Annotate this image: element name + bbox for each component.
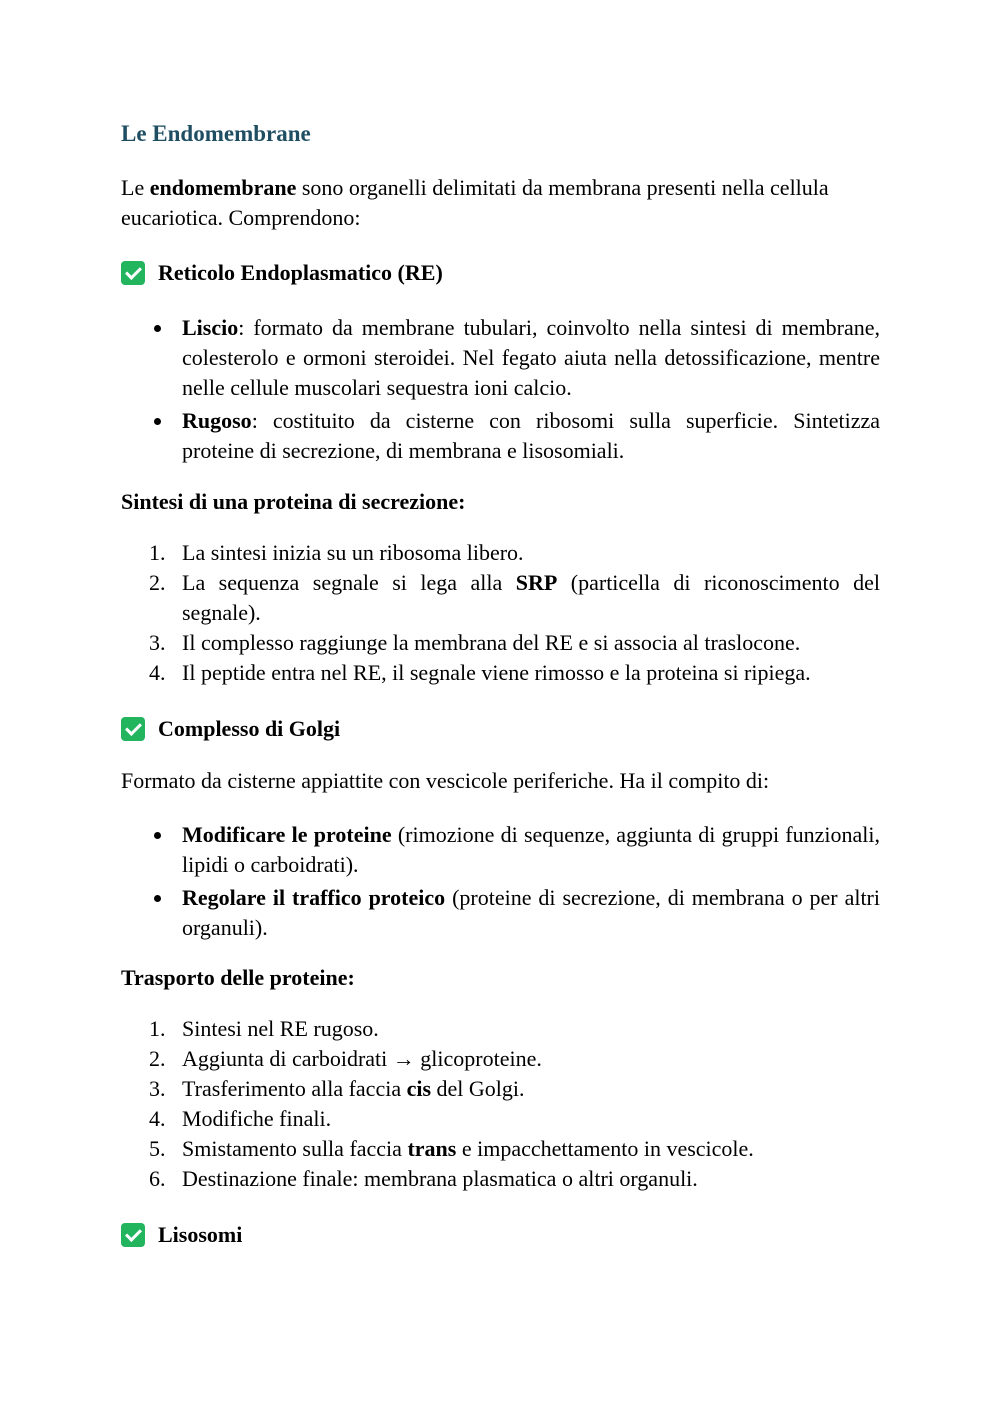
intro-text-end: sono organelli delimitati da membrana presenti nella cellula eucariotica. Comprendono:	[121, 175, 829, 230]
item-text: Smistamento sulla faccia	[182, 1136, 408, 1161]
item-text: Trasferimento alla faccia	[182, 1076, 407, 1101]
intro-bold-term: endomembrane	[149, 175, 297, 200]
item-text: del Golgi.	[431, 1076, 525, 1101]
sintesi-steps-list	[121, 538, 880, 688]
item-number: 2.	[149, 1046, 166, 1071]
item-text: (rimozione di sequenze, aggiunta di gruppi funzionali, lipidi o carboidrati).	[182, 822, 880, 877]
section-heading-re	[121, 258, 880, 288]
section-heading-re-label: Reticolo Endoplasmatico (RE)	[158, 260, 443, 285]
subheading-trasporto: Trasporto delle proteine:	[121, 965, 355, 990]
list-item	[121, 406, 880, 466]
golgi-intro: Formato da cisterne appiattite con vescicole periferiche. Ha il compito di:	[121, 768, 770, 793]
item-number: 3.	[149, 1076, 166, 1101]
list-item	[121, 1104, 880, 1134]
item-text: e impacchettamento in vescicole.	[456, 1136, 754, 1161]
item-text: Il complesso raggiunge la membrana del RE e si associa al traslocone.	[182, 630, 801, 655]
item-number: 3.	[149, 630, 166, 655]
item-term: Rugoso	[182, 408, 252, 433]
list-item	[121, 1164, 880, 1194]
item-text: Sintesi nel RE rugoso.	[182, 1016, 379, 1041]
item-number: 6.	[149, 1166, 166, 1191]
subheading-sintesi: Sintesi di una proteina di secrezione:	[121, 489, 466, 514]
item-number: 1.	[149, 1016, 166, 1041]
trasporto-steps-list	[121, 1014, 880, 1194]
re-types-list	[121, 313, 880, 466]
list-item	[121, 538, 880, 568]
intro-paragraph	[121, 173, 880, 233]
list-item	[121, 658, 880, 688]
item-term: trans	[407, 1136, 457, 1161]
item-number: 1.	[149, 540, 166, 565]
section-heading-golgi	[121, 714, 880, 744]
item-term: Regolare il traffico proteico	[182, 885, 446, 910]
section-heading-lisosomi-label: Lisosomi	[158, 1222, 243, 1247]
list-item	[121, 820, 880, 880]
list-item	[121, 1074, 880, 1104]
item-text: Destinazione finale: membrana plasmatica o altri organuli.	[182, 1166, 698, 1191]
list-item	[121, 883, 880, 943]
item-term: SRP	[515, 570, 558, 595]
item-number: 2.	[149, 570, 166, 595]
list-item	[121, 628, 880, 658]
check-box-icon	[121, 261, 145, 285]
item-text: Modifiche finali.	[182, 1106, 332, 1131]
list-item	[121, 1044, 880, 1074]
item-text: La sintesi inizia su un ribosoma libero.	[182, 540, 524, 565]
item-text: Aggiunta di carboidrati → glicoproteine.	[182, 1046, 542, 1071]
intro-text-start: Le	[121, 175, 150, 200]
section-heading-lisosomi	[121, 1220, 880, 1250]
item-number: 5.	[149, 1136, 166, 1161]
check-box-icon	[121, 1223, 145, 1247]
section-heading-golgi-label: Complesso di Golgi	[158, 716, 341, 741]
item-text: (particella di riconoscimento del segnale).	[182, 570, 880, 625]
item-number: 4.	[149, 1106, 166, 1131]
golgi-functions-list	[121, 820, 880, 943]
list-item	[121, 568, 880, 628]
item-term: Liscio	[182, 315, 239, 340]
item-term: Modificare le proteine	[182, 822, 392, 847]
item-text: : costituito da cisterne con ribosomi sulla superficie. Sintetizza proteine di secrezione, di membrana e lisosomiali.	[182, 408, 880, 463]
list-item	[121, 313, 880, 403]
item-text: : formato da membrane tubulari, coinvolto nella sintesi di membrane, colesterolo e ormoni steroidei. Nel fegato aiuta nella detossificazione, mentre nelle cellule muscolari sequestra ioni calcio.	[182, 315, 880, 400]
list-item	[121, 1014, 880, 1044]
item-term: cis	[406, 1076, 432, 1101]
item-text: (proteine di secrezione, di membrana o per altri organuli).	[182, 885, 880, 940]
page-title: Le Endomembrane	[121, 121, 311, 146]
item-number: 4.	[149, 660, 166, 685]
item-text: La sequenza segnale si lega alla	[182, 570, 516, 595]
item-text: Il peptide entra nel RE, il segnale viene rimosso e la proteina si ripiega.	[182, 660, 811, 685]
check-box-icon	[121, 717, 145, 741]
list-item	[121, 1134, 880, 1164]
